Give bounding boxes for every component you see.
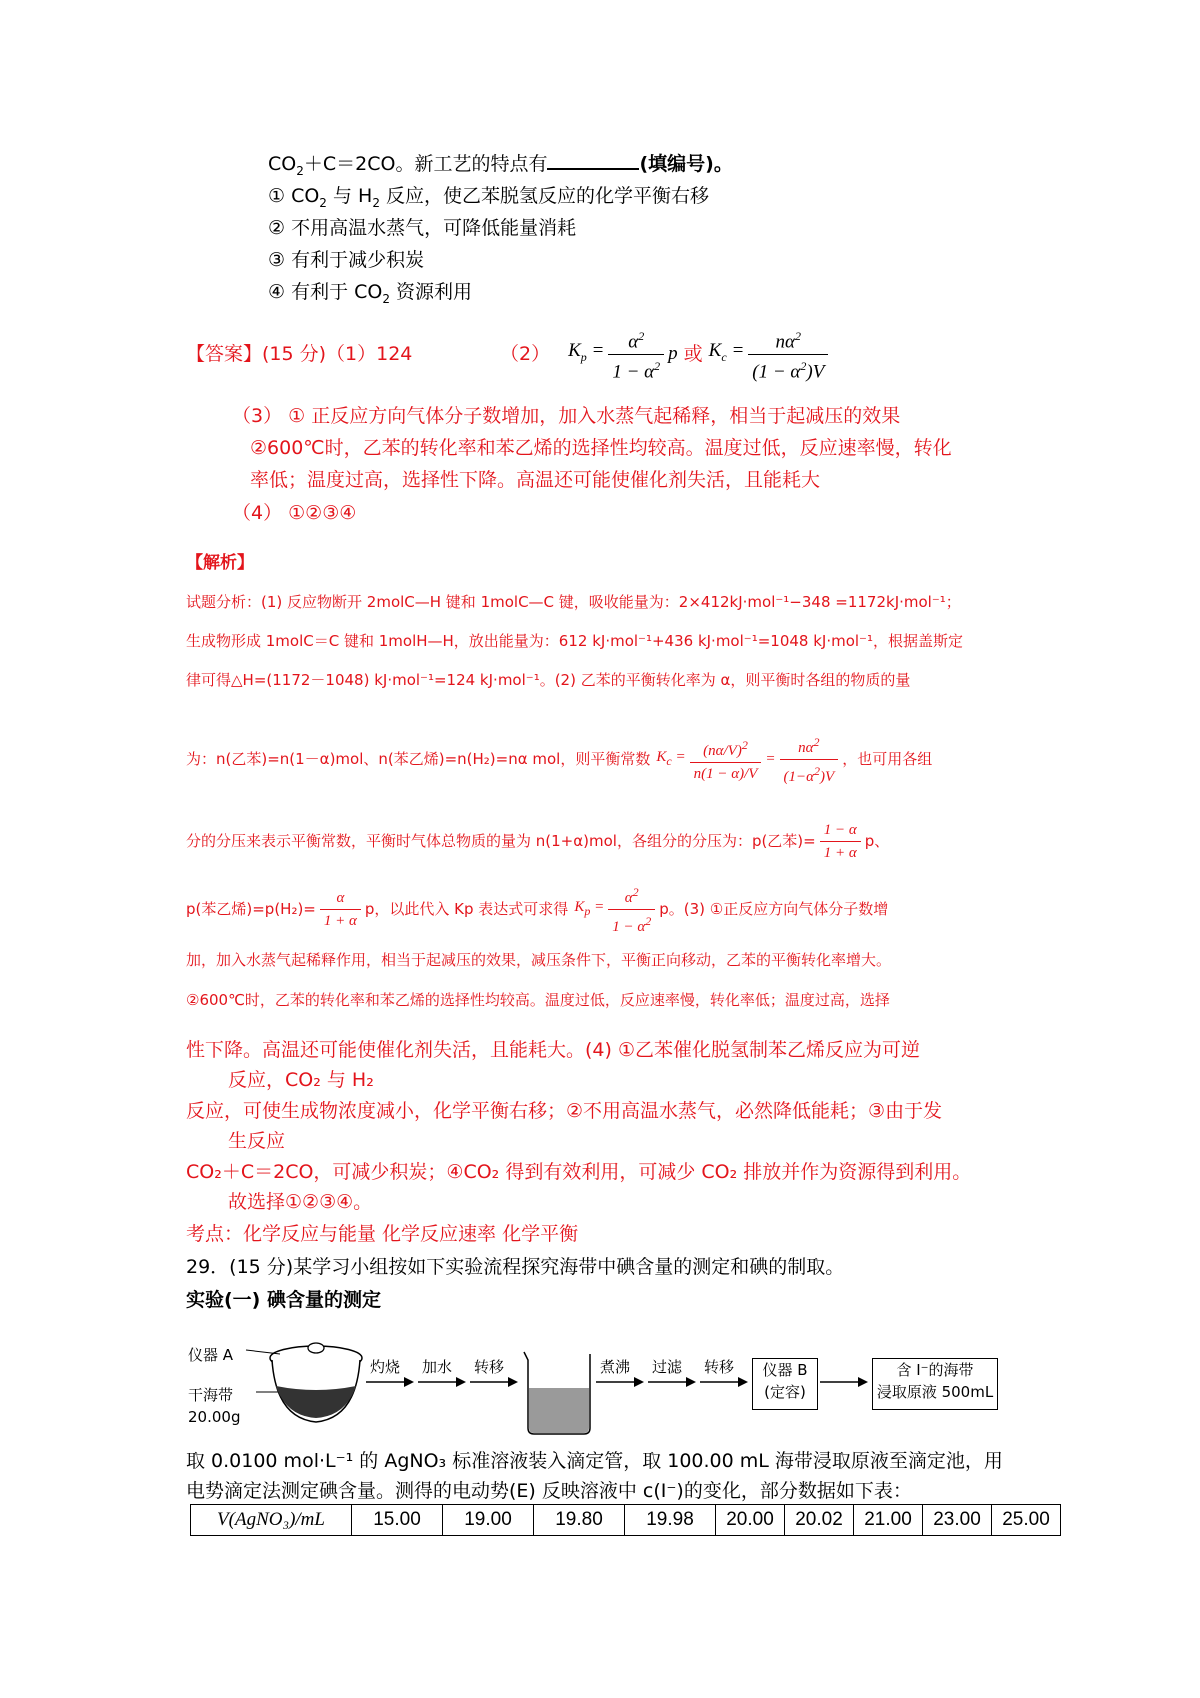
- text: 分的分压来表示平衡常数，平衡时气体总物质的量为 n(1+α)mol，各组分的分压为：p(乙苯)=: [186, 832, 816, 850]
- table-cell: 19.00: [443, 1505, 534, 1536]
- answer-3a: （3） ① 正反应方向气体分子数增加，加入水蒸气起稀释，相当于起减压的效果: [232, 405, 901, 427]
- analysis-line: 试题分析：(1) 反应物断开 2molC—H 键和 1molC—C 键，吸收能量为：2×412kJ·mol⁻¹−348 =1172kJ·mol⁻¹；: [186, 593, 961, 611]
- analysis-line: 考点：化学反应与能量 化学反应速率 化学平衡: [186, 1223, 579, 1245]
- analysis-line: 性下降。高温还可能使催化剂失活，且能耗大。(4) ①乙苯催化脱氢制苯乙烯反应为可逆: [186, 1039, 920, 1061]
- text: 浸取原液 500mL: [876, 1383, 994, 1401]
- mass-label: 20.00g: [188, 1408, 241, 1426]
- step-label: 过滤: [652, 1358, 683, 1376]
- table-cell: 20.00: [716, 1505, 785, 1536]
- fraction: $\frac{(n\alpha/V)^2}{n(1 - \alpha)/V}$: [690, 734, 762, 785]
- fraction: $\frac{\alpha^2}{1 - \alpha^2}$: [608, 881, 655, 938]
- answer-3b: ②600℃时，乙苯的转化率和苯乙烯的选择性均较高。温度过低，反应速率慢，转化: [250, 437, 952, 459]
- text: 资源利用: [389, 281, 473, 303]
- text: p(苯乙烯)=p(H₂)=: [186, 900, 316, 918]
- table-cell: 21.00: [854, 1505, 923, 1536]
- text: p。(3) ①正反应方向气体分子数增: [659, 900, 889, 918]
- option-3: ③ 有利于减少积炭: [268, 249, 425, 271]
- text: CO: [268, 153, 297, 175]
- answer-head: 【答案】(15 分)（1）124: [186, 343, 413, 365]
- text: 反应，使乙苯脱氢反应的化学平衡右移: [379, 185, 709, 207]
- question-title: 29．(15 分)某学习小组按如下实验流程探究海带中碘含量的测定和碘的制取。: [186, 1256, 845, 1278]
- fraction: $\frac{n\alpha^2}{(1 - \alpha^2)V}$: [748, 325, 828, 383]
- experiment-heading: 实验(一) 碘含量的测定: [186, 1289, 381, 1311]
- text: 与 H: [326, 185, 373, 207]
- instrument-a-label: 仪器 A: [188, 1346, 234, 1364]
- step-label: 加水: [422, 1358, 453, 1376]
- text: 仪器 B: [762, 1361, 808, 1379]
- option-1: [268, 182, 709, 217]
- fraction: $\frac{\alpha^2}{1 - \alpha^2}$: [608, 325, 664, 383]
- analysis-line: 故选择①②③④。: [228, 1191, 373, 1213]
- table-cell: 25.00: [992, 1505, 1061, 1536]
- analysis-line: p(苯乙烯)=p(H₂)= $\frac{\alpha}{1 + \alpha}$ p，以此代入 Kp 表达式可求得 $K_p$ = $\frac{\alpha^2}{1 - \alpha^2}$ p。(3) ①正反应方向气体分子数增: [186, 878, 888, 940]
- text: ＋C＝2CO。新工艺的特点有: [303, 153, 548, 175]
- table-row: [191, 1505, 1061, 1536]
- answer-4: （4） ①②③④: [232, 502, 357, 524]
- option-2: ② 不用高温水蒸气，可降低能量消耗: [268, 217, 577, 239]
- subscript: 2: [296, 163, 304, 178]
- subscript: 2: [372, 195, 380, 210]
- table-cell: 23.00: [923, 1505, 992, 1536]
- step-label: 煮沸: [600, 1358, 631, 1376]
- analysis-head: 【解析】: [186, 553, 254, 573]
- analysis-line: ②600℃时，乙苯的转化率和苯乙烯的选择性均较高。温度过低，反应速率慢，转化率低；温度过高，选择: [186, 991, 890, 1009]
- paragraph-line: 电势滴定法测定碘含量。测得的电动势(E) 反映溶液中 c(I⁻)的变化，部分数据如下表：: [186, 1480, 912, 1502]
- paragraph-line: 取 0.0100 mol·L⁻¹ 的 AgNO₃ 标准溶液装入滴定管，取 100.00 mL 海带浸取原液至滴定池，用: [186, 1450, 1003, 1472]
- analysis-line: 生反应: [228, 1130, 286, 1152]
- analysis-line: [186, 810, 889, 872]
- table-cell: 19.98: [625, 1505, 716, 1536]
- analysis-line: 反应，CO₂ 与 H₂: [228, 1069, 374, 1091]
- fraction: $\frac{n\alpha^2}{(1-\alpha^2)V}$: [780, 731, 839, 788]
- answer-formula: （2） $K_p$ = $\frac{\alpha^2}{1 - \alpha^2}$ p 或 $K_c$ = $\frac{n\alpha^2}{(1 - \alpha^2)V}$: [500, 324, 832, 384]
- text: (定容): [764, 1383, 806, 1401]
- step-label: 灼烧: [370, 1358, 401, 1376]
- table-cell: 19.80: [534, 1505, 625, 1536]
- text: ，也可用各组: [842, 750, 933, 768]
- fraction: $\frac{1 - \alpha}{1 + \alpha}$: [820, 819, 861, 864]
- analysis-line: 为：n(乙苯)=n(1－α)mol、n(苯乙烯)=n(H₂)=nα mol，则平衡常数 $K_c$ = $\frac{(n\alpha/V)^2}{n(1 - \alpha)/V}$ = $\frac{n\alpha^2}{(1-\alpha^2)V}$ ，也可用各组: [186, 714, 932, 804]
- table-cell: 15.00: [352, 1505, 443, 1536]
- instrument-b-box: [752, 1358, 818, 1410]
- step-label: 转移: [704, 1358, 735, 1376]
- analysis-line: 生成物形成 1molC＝C 键和 1molH—H，放出能量为：612 kJ·mol⁻¹+436 kJ·mol⁻¹=1048 kJ·mol⁻¹，根据盖斯定: [186, 632, 963, 650]
- flow-diagram: [186, 1330, 1036, 1440]
- table-header-cell: V(AgNO₃)/mL: [191, 1505, 352, 1536]
- final-solution-box: [872, 1358, 998, 1410]
- analysis-line: 反应，可使生成物浓度减小，化学平衡右移；②不用高温水蒸气，必然降低能耗；③由于发: [186, 1100, 943, 1122]
- answer-3c: 率低；温度过高，选择性下降。高温还可能使催化剂失活，且能耗大: [250, 469, 821, 491]
- option-4: [268, 278, 472, 313]
- answer-blank: [547, 150, 639, 170]
- text: ④ 有利于 CO: [268, 281, 383, 303]
- text: (填编号)。: [639, 153, 733, 175]
- text-line: [268, 150, 733, 185]
- text: （2）: [500, 343, 551, 365]
- data-table: [190, 1504, 1061, 1536]
- subscript: 2: [382, 291, 390, 306]
- text: 为：n(乙苯)=n(1－α)mol、n(苯乙烯)=n(H₂)=nα mol，则平衡常数: [186, 750, 651, 768]
- kelp-label: 干海带: [188, 1386, 234, 1404]
- analysis-line: 加，加入水蒸气起稀释作用，相当于起减压的效果，减压条件下，平衡正向移动，乙苯的平衡转化率增大。: [186, 951, 892, 969]
- text: ① CO: [268, 185, 320, 207]
- text: p，以此代入 Kp 表达式可求得: [364, 900, 569, 918]
- step-label: 转移: [474, 1358, 505, 1376]
- table-cell: 20.02: [785, 1505, 854, 1536]
- text: 或: [683, 343, 703, 365]
- analysis-line: CO₂＋C＝2CO，可减少积炭；④CO₂ 得到有效利用，可减少 CO₂ 排放并作为资源得到利用。: [186, 1161, 972, 1183]
- text: 含 I⁻的海带: [896, 1361, 974, 1379]
- subscript: 2: [319, 195, 327, 210]
- text: p、: [864, 832, 890, 850]
- fraction: $\frac{\alpha}{1 + \alpha}$: [320, 887, 361, 932]
- analysis-line: 律可得△H=(1172－1048) kJ·mol⁻¹=124 kJ·mol⁻¹。(2) 乙苯的平衡转化率为 α，则平衡时各组的物质的量: [186, 671, 911, 689]
